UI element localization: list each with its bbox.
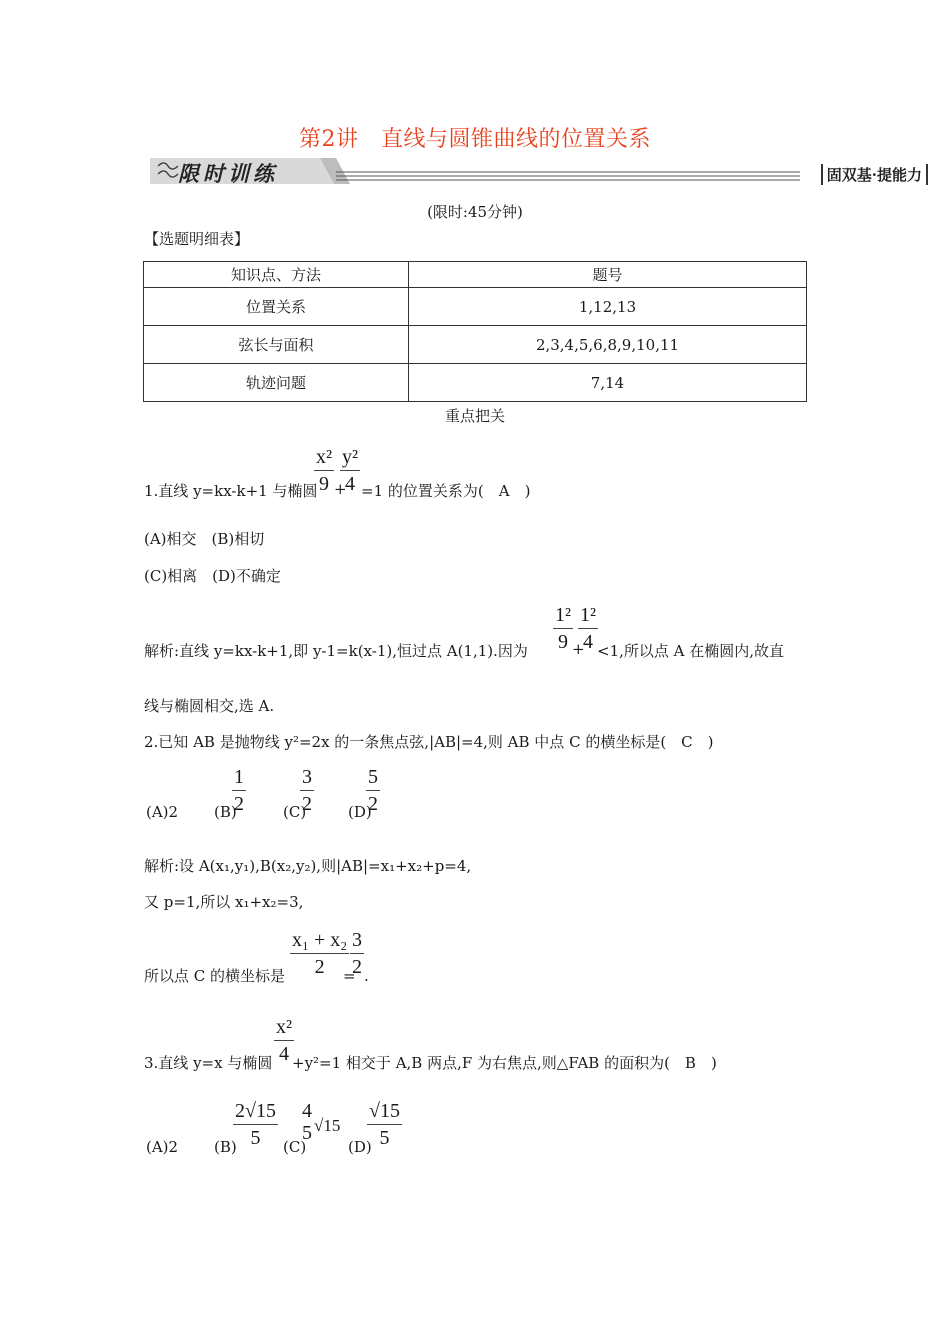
table-heading: 【选题明细表】 (144, 230, 250, 248)
table-cell: 2,3,4,5,6,8,9,10,11 (409, 326, 807, 364)
fraction-x2-over-4: x² 4 (276, 1016, 292, 1065)
sqrt-15: √15 (314, 1116, 341, 1135)
fraction-3-over-2: 3 2 (352, 929, 362, 978)
question-1-stem-start: 1.直线 y=kx-k+1 与椭圆 (144, 482, 318, 500)
question-2-stem: 2.已知 AB 是抛物线 y²=2x 的一条焦点弦,|AB|=4,则 AB 中点 C 的横坐标是( C ) (144, 733, 714, 751)
question-1-analysis-end: <1,所以点 A 在椭圆内,故直 (597, 642, 785, 660)
question-3-option-d: (D) (348, 1138, 372, 1156)
question-2-option-a: (A)2 (146, 803, 179, 821)
question-1-analysis-line-2: 线与椭圆相交,选 A. (144, 697, 275, 715)
fraction-3-over-2: 3 2 (302, 766, 312, 815)
table-row (144, 326, 807, 364)
fraction-5-over-2: 5 2 (368, 766, 378, 815)
fraction-1-over-9: 1² 9 (555, 604, 571, 653)
table-row (144, 288, 807, 326)
fraction-x2-over-9: x² 9 (316, 446, 332, 495)
table-header-row (144, 262, 807, 288)
table-cell: 位置关系 (144, 288, 409, 326)
question-3-stem-start: 3.直线 y=x 与椭圆 (144, 1054, 273, 1072)
fraction-4-over-5: 4 5 (302, 1100, 312, 1144)
equals-sign: = (343, 967, 356, 985)
topic-table (143, 261, 807, 402)
fraction-x1-plus-x2-over-2: x₁ + x₂ 2 (292, 929, 348, 978)
column-header: 题号 (409, 262, 807, 288)
time-limit: (限时:45分钟) (427, 203, 523, 221)
fraction-2sqrt15-over-5: 2√15 5 (235, 1100, 276, 1149)
period: . (364, 967, 369, 985)
question-2-option-d: (D) (348, 803, 372, 821)
question-2-option-b: (B) (214, 803, 237, 821)
question-1-options-ab: (A)相交 (B)相切 (144, 530, 265, 548)
question-3-option-a: (A)2 (146, 1138, 179, 1156)
question-1-options-cd: (C)相离 (D)不确定 (144, 567, 281, 585)
table-cell: 轨迹问题 (144, 364, 409, 402)
table-cell: 7,14 (409, 364, 807, 402)
page-title: 第2讲 直线与圆锥曲线的位置关系 (299, 127, 651, 152)
column-header: 知识点、方法 (144, 262, 409, 288)
plus-sign: + (334, 480, 347, 498)
fraction-sqrt15-over-5: √15 5 (369, 1100, 400, 1149)
question-1-analysis: 解析:直线 y=kx-k+1,即 y-1=k(x-1),恒过点 A(1,1).因为 (144, 642, 528, 660)
plus-sign: + (572, 640, 585, 658)
question-2-option-c: (C) (283, 803, 307, 821)
question-2-analysis-1: 解析:设 A(x₁,y₁),B(x₂,y₂),则|AB|=x₁+x₂+p=4, (144, 857, 472, 875)
table-cell: 弦长与面积 (144, 326, 409, 364)
table-row (144, 364, 807, 402)
fraction-y2-over-4: y² 4 (342, 446, 358, 495)
question-3-stem-end: +y²=1 相交于 A,B 两点,F 为右焦点,则△FAB 的面积为( B ) (292, 1054, 717, 1072)
question-2-analysis-2: 又 p=1,所以 x₁+x₂=3, (144, 893, 304, 911)
fraction-1-over-4: 1² 4 (580, 604, 596, 653)
question-3-option-b: (B) (214, 1138, 237, 1156)
question-2-analysis-3: 所以点 C 的横坐标是 (144, 967, 286, 985)
banner-label: 限时训练 (178, 161, 278, 186)
section-label: 重点把关 (444, 407, 505, 425)
question-3-option-c: (C) (283, 1138, 307, 1156)
fraction-1-over-2: 1 2 (234, 766, 244, 815)
banner-right-label: 固双基·提能力 (821, 164, 928, 185)
question-1-stem-end: =1 的位置关系为( A ) (361, 482, 531, 500)
table-cell: 1,12,13 (409, 288, 807, 326)
